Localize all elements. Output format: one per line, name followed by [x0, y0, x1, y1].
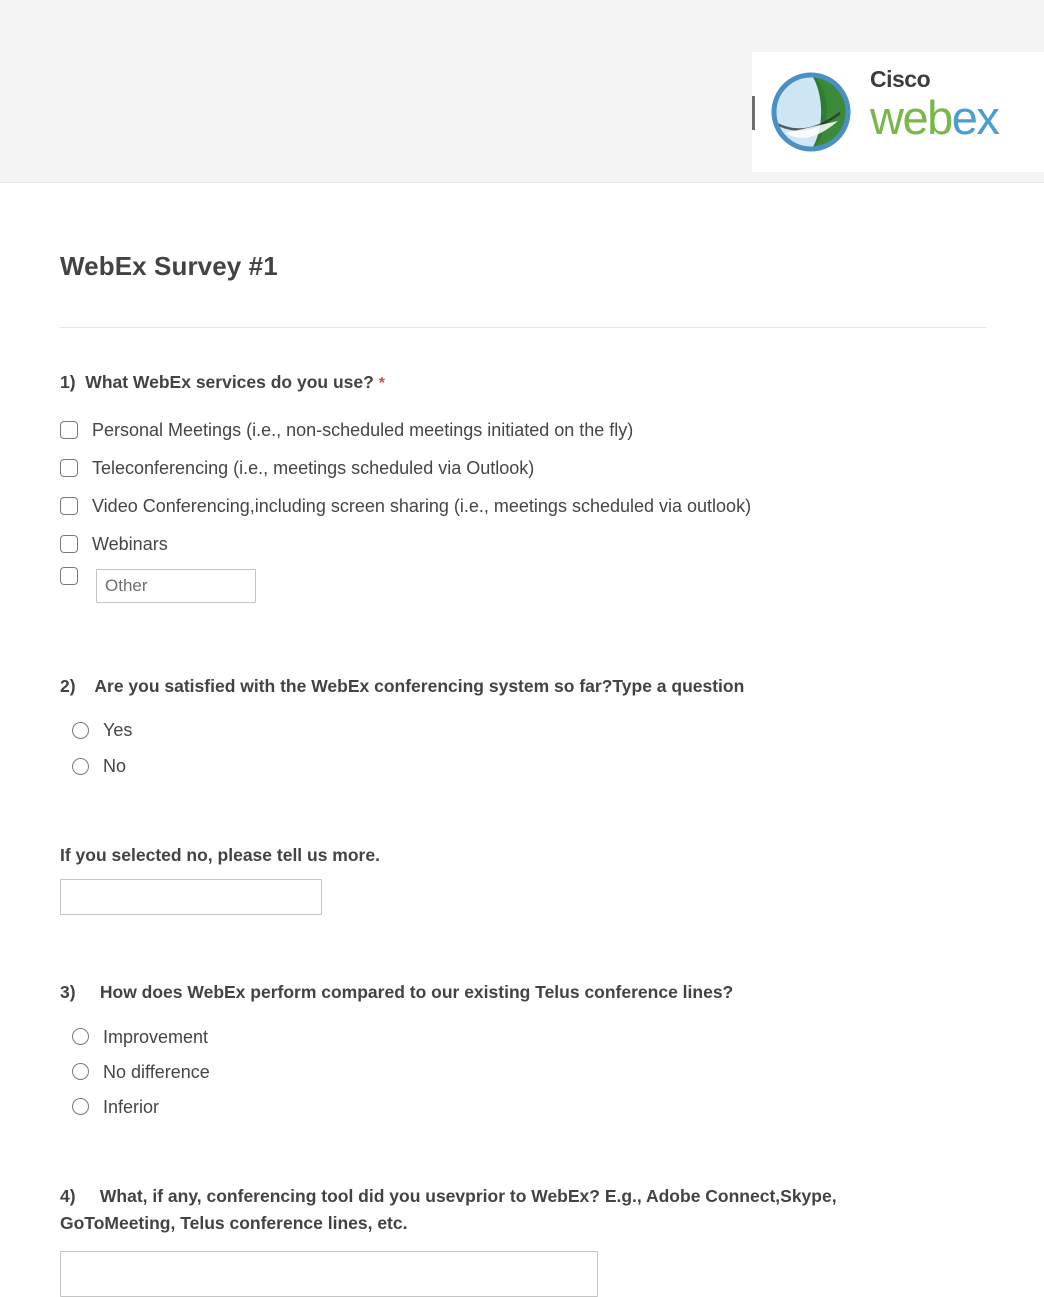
question-2-block	[0, 673, 1044, 783]
page-title: WebEx Survey #1	[60, 251, 278, 281]
question-4-answer-input[interactable]	[60, 1251, 598, 1297]
webex-logo-container	[752, 52, 1044, 172]
question-2-number: 2)	[60, 676, 76, 696]
question-1-title	[0, 369, 1000, 397]
question-1-option-row[interactable]	[0, 525, 1044, 563]
question-1-option-label: Teleconferencing (i.e., meetings scheduled via Outlook)	[92, 458, 535, 478]
question-3-block	[0, 979, 1044, 1124]
question-2-option-row[interactable]	[0, 749, 1044, 783]
webex-wordmark	[870, 66, 1040, 143]
question-1-number: 1)	[60, 372, 76, 392]
question-3-option-label: No difference	[103, 1061, 210, 1082]
question-1-text: What WebEx services do you use?	[85, 372, 374, 392]
question-1-option-row[interactable]	[0, 411, 1044, 449]
question-3-number: 3)	[60, 982, 76, 1002]
question-1-other-input[interactable]	[96, 569, 256, 603]
checkbox-icon[interactable]	[60, 497, 78, 515]
question-1-other-row[interactable]	[0, 563, 1044, 609]
page-header-band	[0, 0, 1044, 183]
question-3-option-label: Improvement	[103, 1026, 209, 1047]
question-1-option-row[interactable]	[0, 487, 1044, 525]
title-divider	[60, 327, 986, 328]
question-2-followup-label: If you selected no, please tell us more.	[60, 845, 380, 865]
question-1-required-asterisk: *	[378, 375, 385, 392]
question-3-option-row[interactable]	[0, 1019, 1044, 1054]
checkbox-icon[interactable]	[60, 459, 78, 477]
question-3-option-row[interactable]	[0, 1089, 1044, 1124]
webex-wordmark-text	[870, 93, 1040, 143]
question-4-text: What, if any, conferencing tool did you usevprior to WebEx? E.g., Adobe Connect,Skype, GoToMeeting, Telus conference lines, etc.	[60, 1186, 837, 1233]
question-1-option-label: Video Conferencing,including screen sharing (i.e., meetings scheduled via outlook)	[92, 496, 752, 516]
webex-blue-text: ex	[951, 91, 999, 144]
checkbox-icon[interactable]	[60, 567, 78, 585]
question-4-block	[0, 1183, 1044, 1297]
question-3-title	[0, 979, 1000, 1005]
question-1-option-label: Webinars	[92, 534, 168, 554]
question-2-text: Are you satisfied with the WebEx conferencing system so far?Type a question	[94, 676, 745, 696]
question-2-option-label: No	[103, 756, 127, 776]
question-1-block	[0, 369, 1044, 609]
logo-edge-tick	[752, 96, 755, 130]
question-2-option-row[interactable]	[0, 711, 1044, 749]
question-4-number: 4)	[60, 1186, 76, 1206]
radio-button-icon[interactable]	[72, 1098, 89, 1115]
webex-green-text: web	[870, 91, 952, 144]
question-1-option-label: Personal Meetings (i.e., non-scheduled meetings initiated on the fly)	[92, 420, 634, 440]
question-2-followup-block	[0, 843, 1044, 915]
cisco-wordmark-text: Cisco	[870, 66, 931, 92]
question-3-option-row[interactable]	[0, 1054, 1044, 1089]
webex-sphere-logo-icon	[768, 69, 854, 155]
question-3-option-label: Inferior	[103, 1096, 160, 1117]
question-3-text: How does WebEx perform compared to our existing Telus conference lines?	[99, 982, 734, 1002]
radio-button-icon[interactable]	[72, 722, 89, 739]
radio-button-icon[interactable]	[72, 1063, 89, 1080]
radio-button-icon[interactable]	[72, 1028, 89, 1045]
question-2-option-label: Yes	[103, 720, 133, 740]
checkbox-icon[interactable]	[60, 535, 78, 553]
radio-button-icon[interactable]	[72, 758, 89, 775]
question-2-title	[0, 673, 1000, 699]
question-2-followup-input[interactable]	[60, 879, 322, 915]
question-4-title	[0, 1183, 920, 1237]
question-1-option-row[interactable]	[0, 449, 1044, 487]
checkbox-icon[interactable]	[60, 421, 78, 439]
